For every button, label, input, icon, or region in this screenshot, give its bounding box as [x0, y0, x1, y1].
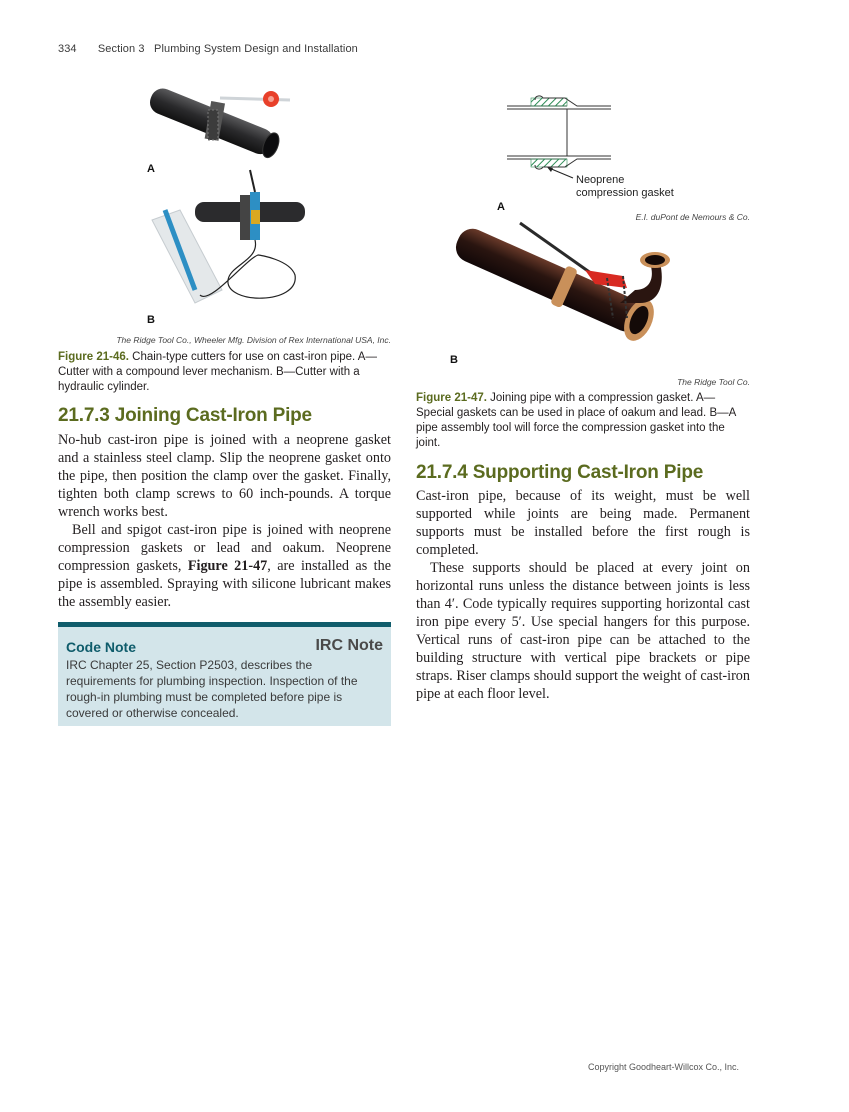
copyright-notice: Copyright Goodheart-Willcox Co., Inc. — [588, 1062, 740, 1072]
figure-47-label-a: A — [497, 201, 505, 213]
paragraph: No-hub cast-iron pipe is joined with a neoprene gasket and a stainless steel clamp. Slip the neoprene gasket onto the pipe, then position the clamp over the gasket. Finally, tighten both clamp screws to 60 inch-pounds. A torque wrench works best. — [58, 432, 391, 520]
gasket-callout-line2: compression gasket — [576, 187, 674, 199]
pipe-assembly-tool-image — [445, 218, 715, 348]
figure-46-number: Figure 21-46. — [58, 351, 129, 363]
paragraph: These supports should be placed at every joint on horizontal runs unless the distance between joints is less than 4′. Code typically requires supporting horizontal cast iron pipe every 5′. Use special hangers for this purpose. Vertical runs of cast-iron pipe can be attached to the building structure with vertical pipe brackets or pipe straps. Riser clamps should support the weight of cast-iron pipe at each floor level. — [416, 560, 750, 702]
figure-46-caption — [58, 350, 378, 395]
compression-gasket-diagram — [505, 92, 615, 182]
chain-cutter-lever-image — [140, 80, 300, 170]
section-21-7-3-body — [58, 431, 391, 611]
paragraph: Bell and spigot cast-iron pipe is joined with neoprene compression gaskets or lead and oakum. Neoprene compression gaskets, Figure 21-47, are installed as the pipe is assembled. Spraying with silicone lubricant makes the assembly easier. — [58, 522, 391, 610]
figure-47-caption — [416, 391, 752, 451]
figure-47-number: Figure 21-47. — [416, 392, 487, 404]
irc-note-tag: IRC Note — [315, 637, 383, 654]
figure-47-credit-b: The Ridge Tool Co. — [677, 377, 750, 387]
figure-reference: Figure 21-47 — [187, 558, 268, 574]
gasket-callout-line1: Neoprene — [576, 174, 625, 186]
section-heading-21-7-3: 21.7.3 Joining Cast-Iron Pipe — [58, 405, 312, 426]
section-heading-21-7-4: 21.7.4 Supporting Cast-Iron Pipe — [416, 462, 704, 483]
section-title: Section 3 Plumbing System Design and Installation — [97, 43, 358, 55]
running-head — [58, 43, 358, 55]
gasket-callout — [576, 174, 674, 200]
figure-47-caption-text: Joining pipe with a compression gasket. A—Special gaskets can be used in place of oakum and lead. B—A pipe assembly tool will force the compression gasket into the joint. — [416, 392, 736, 449]
figure-47-label-b: B — [450, 354, 458, 366]
code-note-bar — [58, 622, 391, 627]
paragraph: Cast-iron pipe, because of its weight, must be well supported while joints are being made. Permanent supports must be installed before the first rough is completed. — [416, 488, 750, 558]
chain-cutter-hydraulic-image — [150, 165, 320, 310]
figure-46-caption-text: Chain-type cutters for use on cast-iron pipe. A—Cutter with a compound lever mechanism. B—Cutter with a hydraulic cylinder. — [58, 351, 377, 393]
code-note-text: IRC Chapter 25, Section P2503, describes the requirements for plumbing inspection. Inspection of the rough-in plumbing must be completed before pipe is covered or otherwise concealed. — [66, 658, 358, 720]
code-note-title: Code Note — [66, 639, 136, 655]
figure-46-credit: The Ridge Tool Co., Wheeler Mfg. Division of Rex International USA, Inc. — [116, 335, 391, 345]
figure-46-label-a: A — [147, 163, 155, 175]
figure-46-label-b: B — [147, 314, 155, 326]
page-number: 334 — [58, 43, 77, 55]
figure-47-credit-a: E.I. duPont de Nemours & Co. — [635, 212, 750, 222]
section-21-7-4-body — [416, 487, 750, 703]
